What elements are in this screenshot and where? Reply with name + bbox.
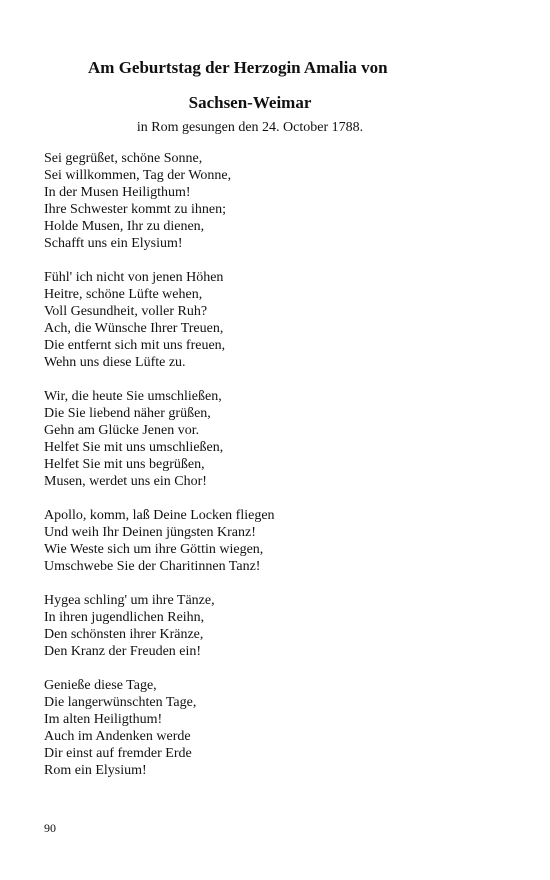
- poem-line: Musen, werdet uns ein Chor!: [44, 474, 207, 489]
- poem-line: In ihren jugendlichen Reihn,: [44, 610, 205, 625]
- poem-line: Schafft uns ein Elysium!: [44, 236, 183, 251]
- poem-line: Auch im Andenken werde: [44, 729, 191, 744]
- poem-line: Voll Gesundheit, voller Ruh?: [44, 304, 208, 319]
- poem-line: Holde Musen, Ihr zu dienen,: [44, 219, 205, 234]
- poem-line: Im alten Heiligthum!: [44, 712, 163, 727]
- poem-line: Helfet Sie mit uns begrüßen,: [44, 457, 205, 472]
- poem-subtitle: in Rom gesungen den 24. October 1788.: [136, 120, 364, 135]
- poem-line: Heitre, schöne Lüfte wehen,: [44, 287, 203, 302]
- poem-title-line-1: Am Geburtstag der Herzogin Amalia von: [88, 58, 388, 77]
- stanza: [44, 592, 514, 660]
- stanza: [44, 507, 514, 575]
- poem-line: Und weih Ihr Deinen jüngsten Kranz!: [44, 525, 256, 540]
- poem-line: Dir einst auf fremder Erde: [44, 746, 192, 761]
- poem-line: Den Kranz der Freuden ein!: [44, 644, 202, 659]
- stanza: [44, 677, 514, 779]
- poem-title-line-2: Sachsen-Weimar: [188, 93, 312, 112]
- poem-line: Die entfernt sich mit uns freuen,: [44, 338, 226, 353]
- poem-line: Wehn uns diese Lüfte zu.: [44, 355, 186, 370]
- poem-line: Ach, die Wünsche Ihrer Treuen,: [44, 321, 224, 336]
- poem-line: Sei willkommen, Tag der Wonne,: [44, 168, 232, 183]
- page-number: 90: [44, 821, 56, 835]
- poem-line: Ihre Schwester kommt zu ihnen;: [44, 202, 226, 217]
- poem-line: Hygea schling' um ihre Tänze,: [44, 593, 215, 608]
- poem-line: Apollo, komm, laß Deine Locken fliegen: [44, 508, 275, 523]
- poem-line: Genieße diese Tage,: [44, 678, 157, 693]
- poem-line: Den schönsten ihrer Kränze,: [44, 627, 204, 642]
- poem-line: Helfet Sie mit uns umschließen,: [44, 440, 224, 455]
- poem-line: Wie Weste sich um ihre Göttin wiegen,: [44, 542, 264, 557]
- stanza: [44, 150, 514, 252]
- poem-line: Die langerwünschten Tage,: [44, 695, 197, 710]
- poem-line: Wir, die heute Sie umschließen,: [44, 389, 222, 404]
- poem-line: Rom ein Elysium!: [44, 763, 147, 778]
- poem-line: In der Musen Heiligthum!: [44, 185, 191, 200]
- poem-line: Die Sie liebend näher grüßen,: [44, 406, 211, 421]
- stanza: [44, 269, 514, 371]
- poem-body: [44, 150, 514, 796]
- stanza: [44, 388, 514, 490]
- poem-line: Sei gegrüßet, schöne Sonne,: [44, 151, 203, 166]
- poem-line: Umschwebe Sie der Charitinnen Tanz!: [44, 559, 261, 574]
- poem-line: Fühl' ich nicht von jenen Höhen: [44, 270, 224, 285]
- poem-line: Gehn am Glücke Jenen vor.: [44, 423, 200, 438]
